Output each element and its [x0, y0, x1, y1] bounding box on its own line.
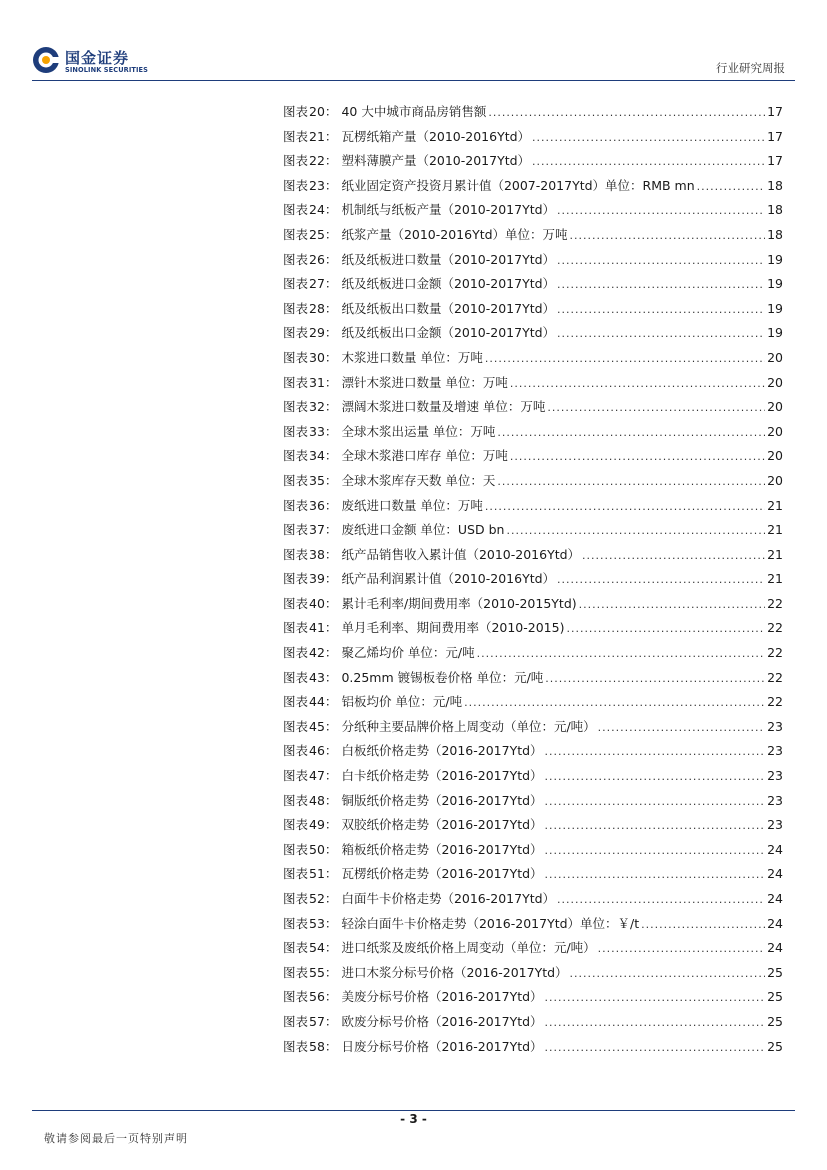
toc-dot-leader — [545, 1036, 766, 1061]
toc-dot-leader — [547, 396, 765, 421]
toc-entry-prefix: 图表 — [283, 1038, 309, 1054]
toc-entry-title: 机制纸与纸板产量（2010-2017Ytd） — [341, 202, 556, 218]
toc-dot-leader — [497, 470, 765, 495]
toc-dot-leader — [545, 765, 766, 790]
toc-entry-colon: ： — [324, 645, 338, 661]
toc-entry-page: 18 — [767, 177, 783, 193]
toc-entry-title: 全球木浆港口库存 单位：万吨 — [341, 448, 508, 464]
toc-entry-number: 25 — [309, 226, 325, 242]
toc-entry-page: 23 — [767, 817, 783, 833]
toc-dot-leader — [598, 937, 765, 962]
toc-entry[interactable] — [283, 223, 783, 248]
toc-entry-prefix: 图表 — [283, 128, 309, 144]
toc-entry-page: 22 — [767, 595, 783, 611]
toc-entry-colon: ： — [324, 817, 338, 833]
toc-entry-page: 21 — [767, 497, 783, 513]
toc-entry[interactable] — [283, 321, 783, 346]
toc-entry-prefix: 图表 — [283, 399, 309, 415]
toc-entry-number: 53 — [309, 915, 325, 931]
toc-entry-prefix: 图表 — [283, 300, 309, 316]
toc-entry[interactable] — [283, 985, 783, 1010]
toc-entry-number: 35 — [309, 472, 325, 488]
toc-entry-page: 18 — [767, 202, 783, 218]
toc-entry[interactable] — [283, 198, 783, 223]
toc-entry-page: 19 — [767, 300, 783, 316]
toc-entry-prefix: 图表 — [283, 940, 309, 956]
toc-entry-colon: ： — [324, 546, 338, 562]
toc-entry[interactable] — [283, 297, 783, 322]
toc-entry[interactable] — [283, 125, 783, 150]
toc-entry[interactable] — [283, 641, 783, 666]
toc-dot-leader — [641, 913, 765, 938]
toc-entry-colon: ： — [324, 571, 338, 587]
toc-entry-title: 漂阔木浆进口数量及增速 单位：万吨 — [341, 399, 546, 415]
toc-entry-prefix: 图表 — [283, 423, 309, 439]
toc-entry[interactable] — [283, 420, 783, 445]
toc-entry[interactable] — [283, 100, 783, 125]
toc-entry-page: 21 — [767, 571, 783, 587]
toc-dot-leader — [579, 593, 765, 618]
toc-entry-number: 40 — [309, 595, 325, 611]
toc-dot-leader — [545, 667, 765, 692]
toc-dot-leader — [557, 273, 765, 298]
toc-dot-leader — [570, 224, 766, 249]
toc-entry-prefix: 图表 — [283, 645, 309, 661]
toc-entry-title: 累计毛利率/期间费用率（2010-2015Ytd) — [341, 595, 577, 611]
toc-dot-leader — [545, 1011, 766, 1036]
toc-entry-prefix: 图表 — [283, 595, 309, 611]
toc-entry-title: 日废分标号价格（2016-2017Ytd） — [341, 1038, 543, 1054]
toc-entry-prefix: 图表 — [283, 497, 309, 513]
toc-entry[interactable] — [283, 346, 783, 371]
logo-english-text: SINOLINK SECURITIES — [65, 66, 148, 74]
toc-dot-leader — [557, 298, 765, 323]
toc-entry-page: 18 — [767, 226, 783, 242]
toc-entry[interactable] — [283, 1035, 783, 1060]
toc-entry-title: 纸浆产量（2010-2016Ytd）单位：万吨 — [341, 226, 568, 242]
toc-entry-prefix: 图表 — [283, 177, 309, 193]
toc-entry-prefix: 图表 — [283, 104, 309, 119]
toc-entry-title: 箱板纸价格走势（2016-2017Ytd） — [341, 841, 543, 857]
toc-entry-number: 24 — [309, 202, 325, 218]
toc-entry-title: 木浆进口数量 单位：万吨 — [341, 349, 483, 365]
toc-entry-prefix: 图表 — [283, 571, 309, 587]
toc-entry-title: 全球木浆出运量 单位：万吨 — [341, 423, 496, 439]
toc-entry[interactable] — [283, 862, 783, 887]
toc-entry-colon: ： — [324, 497, 338, 513]
toc-entry[interactable] — [283, 444, 783, 469]
toc-entry[interactable] — [283, 813, 783, 838]
toc-entry-number: 45 — [309, 718, 325, 734]
toc-entry-title: 双胶纸价格走势（2016-2017Ytd） — [341, 817, 543, 833]
toc-entry-colon: ： — [324, 104, 338, 119]
toc-entry-colon: ： — [324, 694, 338, 710]
toc-entry-colon: ： — [324, 1013, 338, 1029]
toc-entry-number: 20 — [309, 104, 325, 119]
toc-entry-page: 22 — [767, 669, 783, 685]
toc-entry-prefix: 图表 — [283, 989, 309, 1005]
toc-entry-page: 20 — [767, 374, 783, 390]
toc-entry-colon: ： — [324, 940, 338, 956]
report-type-label: 行业研究周报 — [716, 61, 785, 75]
toc-dot-leader — [557, 568, 765, 593]
toc-entry-title: 塑料薄膜产量（2010-2017Ytd） — [341, 153, 531, 169]
toc-entry-page: 19 — [767, 325, 783, 341]
toc-entry-colon: ： — [324, 226, 338, 242]
toc-entry[interactable] — [283, 567, 783, 592]
toc-dot-leader — [477, 642, 765, 667]
sinolink-logo-icon — [32, 46, 60, 74]
toc-dot-leader — [510, 372, 765, 397]
toc-entry-prefix: 图表 — [283, 472, 309, 488]
toc-entry-title: 纸产品利润累计值（2010-2016Ytd） — [341, 571, 556, 587]
toc-entry-page: 24 — [767, 915, 783, 931]
toc-entry-number: 41 — [309, 620, 325, 636]
toc-entry-page: 20 — [767, 399, 783, 415]
toc-entry-number: 23 — [309, 177, 325, 193]
toc-entry-prefix: 图表 — [283, 1013, 309, 1029]
toc-entry-colon: ： — [324, 669, 338, 685]
toc-dot-leader — [557, 322, 765, 347]
toc-entry[interactable] — [283, 543, 783, 568]
toc-entry-prefix: 图表 — [283, 669, 309, 685]
toc-entry-colon: ： — [324, 964, 338, 980]
toc-entry-title: 铜版纸价格走势（2016-2017Ytd） — [341, 792, 543, 808]
toc-dot-leader — [545, 986, 766, 1011]
toc-entry-prefix: 图表 — [283, 768, 309, 784]
toc-entry-prefix: 图表 — [283, 743, 309, 759]
toc-entry-title: 废纸进口金额 单位：USD bn — [341, 522, 505, 538]
toc-entry-prefix: 图表 — [283, 866, 309, 882]
page-number: - 3 - — [400, 1112, 427, 1126]
toc-entry-title: 漂针木浆进口数量 单位：万吨 — [341, 374, 508, 390]
toc-entry-prefix: 图表 — [283, 792, 309, 808]
toc-entry-colon: ： — [324, 276, 338, 292]
toc-entry-page: 23 — [767, 768, 783, 784]
toc-entry-title: 纸及纸板出口数量（2010-2017Ytd） — [341, 300, 556, 316]
toc-dot-leader — [510, 445, 765, 470]
footer-divider — [32, 1110, 795, 1111]
toc-entry-prefix: 图表 — [283, 448, 309, 464]
toc-dot-leader — [506, 519, 765, 544]
toc-entry-number: 43 — [309, 669, 325, 685]
toc-entry-page: 20 — [767, 423, 783, 439]
toc-entry-prefix: 图表 — [283, 694, 309, 710]
toc-entry-page: 17 — [767, 153, 783, 169]
toc-entry-page: 24 — [767, 841, 783, 857]
toc-entry-number: 21 — [309, 128, 325, 144]
toc-entry-page: 20 — [767, 472, 783, 488]
toc-entry-colon: ： — [324, 177, 338, 193]
toc-entry[interactable] — [283, 494, 783, 519]
toc-entry-page: 21 — [767, 522, 783, 538]
toc-entry-page: 19 — [767, 276, 783, 292]
toc-entry-prefix: 图表 — [283, 374, 309, 390]
toc-entry-colon: ： — [324, 472, 338, 488]
toc-entry-prefix: 图表 — [283, 841, 309, 857]
toc-entry-prefix: 图表 — [283, 226, 309, 242]
toc-dot-leader — [557, 199, 765, 224]
toc-entry-title: 纸及纸板出口金额（2010-2017Ytd） — [341, 325, 556, 341]
company-logo — [32, 46, 152, 76]
toc-entry[interactable] — [283, 764, 783, 789]
toc-entry-number: 39 — [309, 571, 325, 587]
toc-dot-leader — [566, 617, 765, 642]
toc-dot-leader — [598, 716, 765, 741]
toc-entry-number: 31 — [309, 374, 325, 390]
toc-entry-number: 22 — [309, 153, 325, 169]
toc-entry-number: 29 — [309, 325, 325, 341]
toc-entry-number: 34 — [309, 448, 325, 464]
toc-entry-number: 54 — [309, 940, 325, 956]
toc-entry-prefix: 图表 — [283, 891, 309, 906]
toc-entry-colon: ： — [324, 202, 338, 218]
toc-entry-page: 25 — [767, 1038, 783, 1054]
toc-entry[interactable] — [283, 838, 783, 863]
toc-entry[interactable] — [283, 518, 783, 543]
toc-entry[interactable] — [283, 149, 783, 174]
toc-entry-prefix: 图表 — [283, 153, 309, 169]
toc-entry[interactable] — [283, 789, 783, 814]
toc-dot-leader — [532, 126, 765, 151]
toc-entry-page: 20 — [767, 349, 783, 365]
toc-entry[interactable] — [283, 248, 783, 273]
toc-entry-prefix: 图表 — [283, 276, 309, 292]
toc-entry-colon: ： — [324, 300, 338, 316]
toc-entry-number: 51 — [309, 866, 325, 882]
toc-entry[interactable] — [283, 616, 783, 641]
toc-entry-colon: ： — [324, 915, 338, 931]
toc-entry-number: 32 — [309, 399, 325, 415]
toc-entry-prefix: 图表 — [283, 915, 309, 931]
toc-entry-title: 白面牛卡价格走势（2016-2017Ytd） — [341, 891, 556, 906]
toc-entry-colon: ： — [324, 595, 338, 611]
toc-entry-title: 美废分标号价格（2016-2017Ytd） — [341, 989, 543, 1005]
toc-entry-colon: ： — [324, 448, 338, 464]
toc-dot-leader — [545, 790, 766, 815]
toc-entry-colon: ： — [324, 251, 338, 267]
toc-entry-page: 19 — [767, 251, 783, 267]
toc-entry-page: 24 — [767, 891, 783, 906]
toc-entry[interactable] — [283, 936, 783, 961]
toc-entry-colon: ： — [324, 768, 338, 784]
toc-entry[interactable] — [283, 912, 783, 937]
toc-entry[interactable] — [283, 715, 783, 740]
toc-entry-prefix: 图表 — [283, 325, 309, 341]
toc-entry[interactable] — [283, 666, 783, 691]
toc-entry-title: 纸业固定资产投资月累计值（2007-2017Ytd）单位：RMB mn — [341, 177, 695, 193]
toc-dot-leader — [582, 544, 765, 569]
toc-entry-prefix: 图表 — [283, 251, 309, 267]
toc-entry-colon: ： — [324, 153, 338, 169]
toc-entry-colon: ： — [324, 620, 338, 636]
toc-entry-title: 单月毛利率、期间费用率（2010-2015) — [341, 620, 565, 636]
toc-entry-colon: ： — [324, 718, 338, 734]
toc-entry-colon: ： — [324, 989, 338, 1005]
toc-entry-page: 24 — [767, 866, 783, 882]
toc-entry-title: 废纸进口数量 单位：万吨 — [341, 497, 483, 513]
toc-entry-page: 17 — [767, 128, 783, 144]
toc-entry-number: 56 — [309, 989, 325, 1005]
toc-entry-number: 48 — [309, 792, 325, 808]
toc-entry-page: 24 — [767, 940, 783, 956]
toc-entry-title: 纸产品销售收入累计值（2010-2016Ytd） — [341, 546, 581, 562]
toc-dot-leader — [557, 888, 765, 913]
toc-entry-title: 纸及纸板进口数量（2010-2017Ytd） — [341, 251, 556, 267]
toc-entry-colon: ： — [324, 374, 338, 390]
toc-dot-leader — [485, 495, 765, 520]
toc-entry-number: 44 — [309, 694, 325, 710]
toc-entry-page: 22 — [767, 645, 783, 661]
toc-entry-number: 38 — [309, 546, 325, 562]
toc-entry-number: 26 — [309, 251, 325, 267]
toc-entry[interactable] — [283, 739, 783, 764]
disclaimer-note: 敬请参阅最后一页特别声明 — [44, 1132, 188, 1145]
toc-entry-number: 57 — [309, 1013, 325, 1029]
toc-entry-number: 33 — [309, 423, 325, 439]
toc-entry-title: 40 大中城市商品房销售额 — [341, 104, 487, 119]
toc-entry-colon: ： — [324, 743, 338, 759]
toc-dot-leader — [570, 962, 766, 987]
toc-entry-page: 23 — [767, 718, 783, 734]
toc-dot-leader — [697, 175, 765, 200]
toc-entry-title: 进口纸浆及废纸价格上周变动（单位：元/吨） — [341, 940, 596, 956]
toc-entry-colon: ： — [324, 325, 338, 341]
toc-entry-number: 42 — [309, 645, 325, 661]
toc-dot-leader — [464, 691, 765, 716]
toc-dot-leader — [557, 249, 765, 274]
toc-entry-colon: ： — [324, 399, 338, 415]
toc-entry-prefix: 图表 — [283, 202, 309, 218]
toc-entry[interactable] — [283, 469, 783, 494]
toc-entry-page: 25 — [767, 964, 783, 980]
toc-entry-number: 58 — [309, 1038, 325, 1054]
header-divider — [32, 80, 795, 81]
toc-entry[interactable] — [283, 592, 783, 617]
toc-entry-page: 23 — [767, 743, 783, 759]
toc-entry-number: 37 — [309, 522, 325, 538]
toc-entry[interactable] — [283, 272, 783, 297]
toc-entry-page: 25 — [767, 1013, 783, 1029]
toc-entry-colon: ： — [324, 841, 338, 857]
toc-entry-prefix: 图表 — [283, 718, 309, 734]
toc-dot-leader — [545, 814, 766, 839]
toc-entry-number: 28 — [309, 300, 325, 316]
toc-entry-title: 瓦楞纸价格走势（2016-2017Ytd） — [341, 866, 543, 882]
toc-entry-prefix: 图表 — [283, 620, 309, 636]
toc-entry[interactable] — [283, 395, 783, 420]
toc-entry-colon: ： — [324, 423, 338, 439]
toc-entry-number: 46 — [309, 743, 325, 759]
toc-entry-colon: ： — [324, 866, 338, 882]
toc-entry-number: 36 — [309, 497, 325, 513]
toc-entry-title: 白板纸价格走势（2016-2017Ytd） — [341, 743, 543, 759]
toc-entry-number: 30 — [309, 349, 325, 365]
toc-entry-number: 47 — [309, 768, 325, 784]
toc-entry-prefix: 图表 — [283, 964, 309, 980]
toc-entry-title: 纸及纸板进口金额（2010-2017Ytd） — [341, 276, 556, 292]
toc-entry-colon: ： — [324, 522, 338, 538]
toc-entry-title: 瓦楞纸箱产量（2010-2016Ytd） — [341, 128, 531, 144]
toc-entry-prefix: 图表 — [283, 817, 309, 833]
toc-entry-colon: ： — [324, 792, 338, 808]
toc-entry-title: 全球木浆库存天数 单位：天 — [341, 472, 496, 488]
toc-dot-leader — [488, 101, 765, 126]
toc-entry-prefix: 图表 — [283, 522, 309, 538]
toc-entry-title: 进口木浆分标号价格（2016-2017Ytd） — [341, 964, 568, 980]
toc-entry-number: 50 — [309, 841, 325, 857]
toc-dot-leader — [545, 863, 766, 888]
toc-entry-page: 25 — [767, 989, 783, 1005]
toc-entry[interactable] — [283, 174, 783, 199]
toc-entry-title: 轻涂白面牛卡价格走势（2016-2017Ytd）单位：￥/t — [341, 915, 640, 931]
toc-entry[interactable] — [283, 887, 783, 912]
toc-entry-title: 聚乙烯均价 单位：元/吨 — [341, 645, 475, 661]
toc-entry-title: 分纸种主要品牌价格上周变动（单位：元/吨） — [341, 718, 596, 734]
toc-dot-leader — [485, 347, 765, 372]
toc-entry-prefix: 图表 — [283, 349, 309, 365]
toc-entry-page: 20 — [767, 448, 783, 464]
toc-dot-leader — [497, 421, 765, 446]
toc-entry-prefix: 图表 — [283, 546, 309, 562]
toc-entry[interactable] — [283, 961, 783, 986]
toc-entry-page: 22 — [767, 620, 783, 636]
toc-entry-title: 0.25mm 镀锡板卷价格 单位：元/吨 — [341, 669, 544, 685]
toc-entry-number: 49 — [309, 817, 325, 833]
toc-entry-title: 铝板均价 单位：元/吨 — [341, 694, 463, 710]
toc-entry-page: 22 — [767, 694, 783, 710]
toc-dot-leader — [545, 839, 766, 864]
toc-dot-leader — [532, 150, 765, 175]
toc-entry-colon: ： — [324, 349, 338, 365]
toc-entry-number: 27 — [309, 276, 325, 292]
toc-entry[interactable] — [283, 690, 783, 715]
toc-entry-colon: ： — [324, 891, 338, 906]
toc-entry-page: 21 — [767, 546, 783, 562]
toc-entry-colon: ： — [324, 128, 338, 144]
figure-index-list — [283, 100, 783, 1059]
toc-entry-title: 欧废分标号价格（2016-2017Ytd） — [341, 1013, 543, 1029]
toc-entry[interactable] — [283, 1010, 783, 1035]
toc-dot-leader — [545, 740, 766, 765]
toc-entry-number: 55 — [309, 964, 325, 980]
page-header — [0, 0, 827, 80]
toc-entry-title: 白卡纸价格走势（2016-2017Ytd） — [341, 768, 543, 784]
toc-entry-page: 17 — [767, 104, 783, 119]
logo-chinese-text: 国金证券 — [65, 49, 130, 67]
toc-entry-page: 23 — [767, 792, 783, 808]
toc-entry-colon: ： — [324, 1038, 338, 1054]
toc-entry[interactable] — [283, 371, 783, 396]
toc-entry-number: 52 — [309, 891, 325, 906]
